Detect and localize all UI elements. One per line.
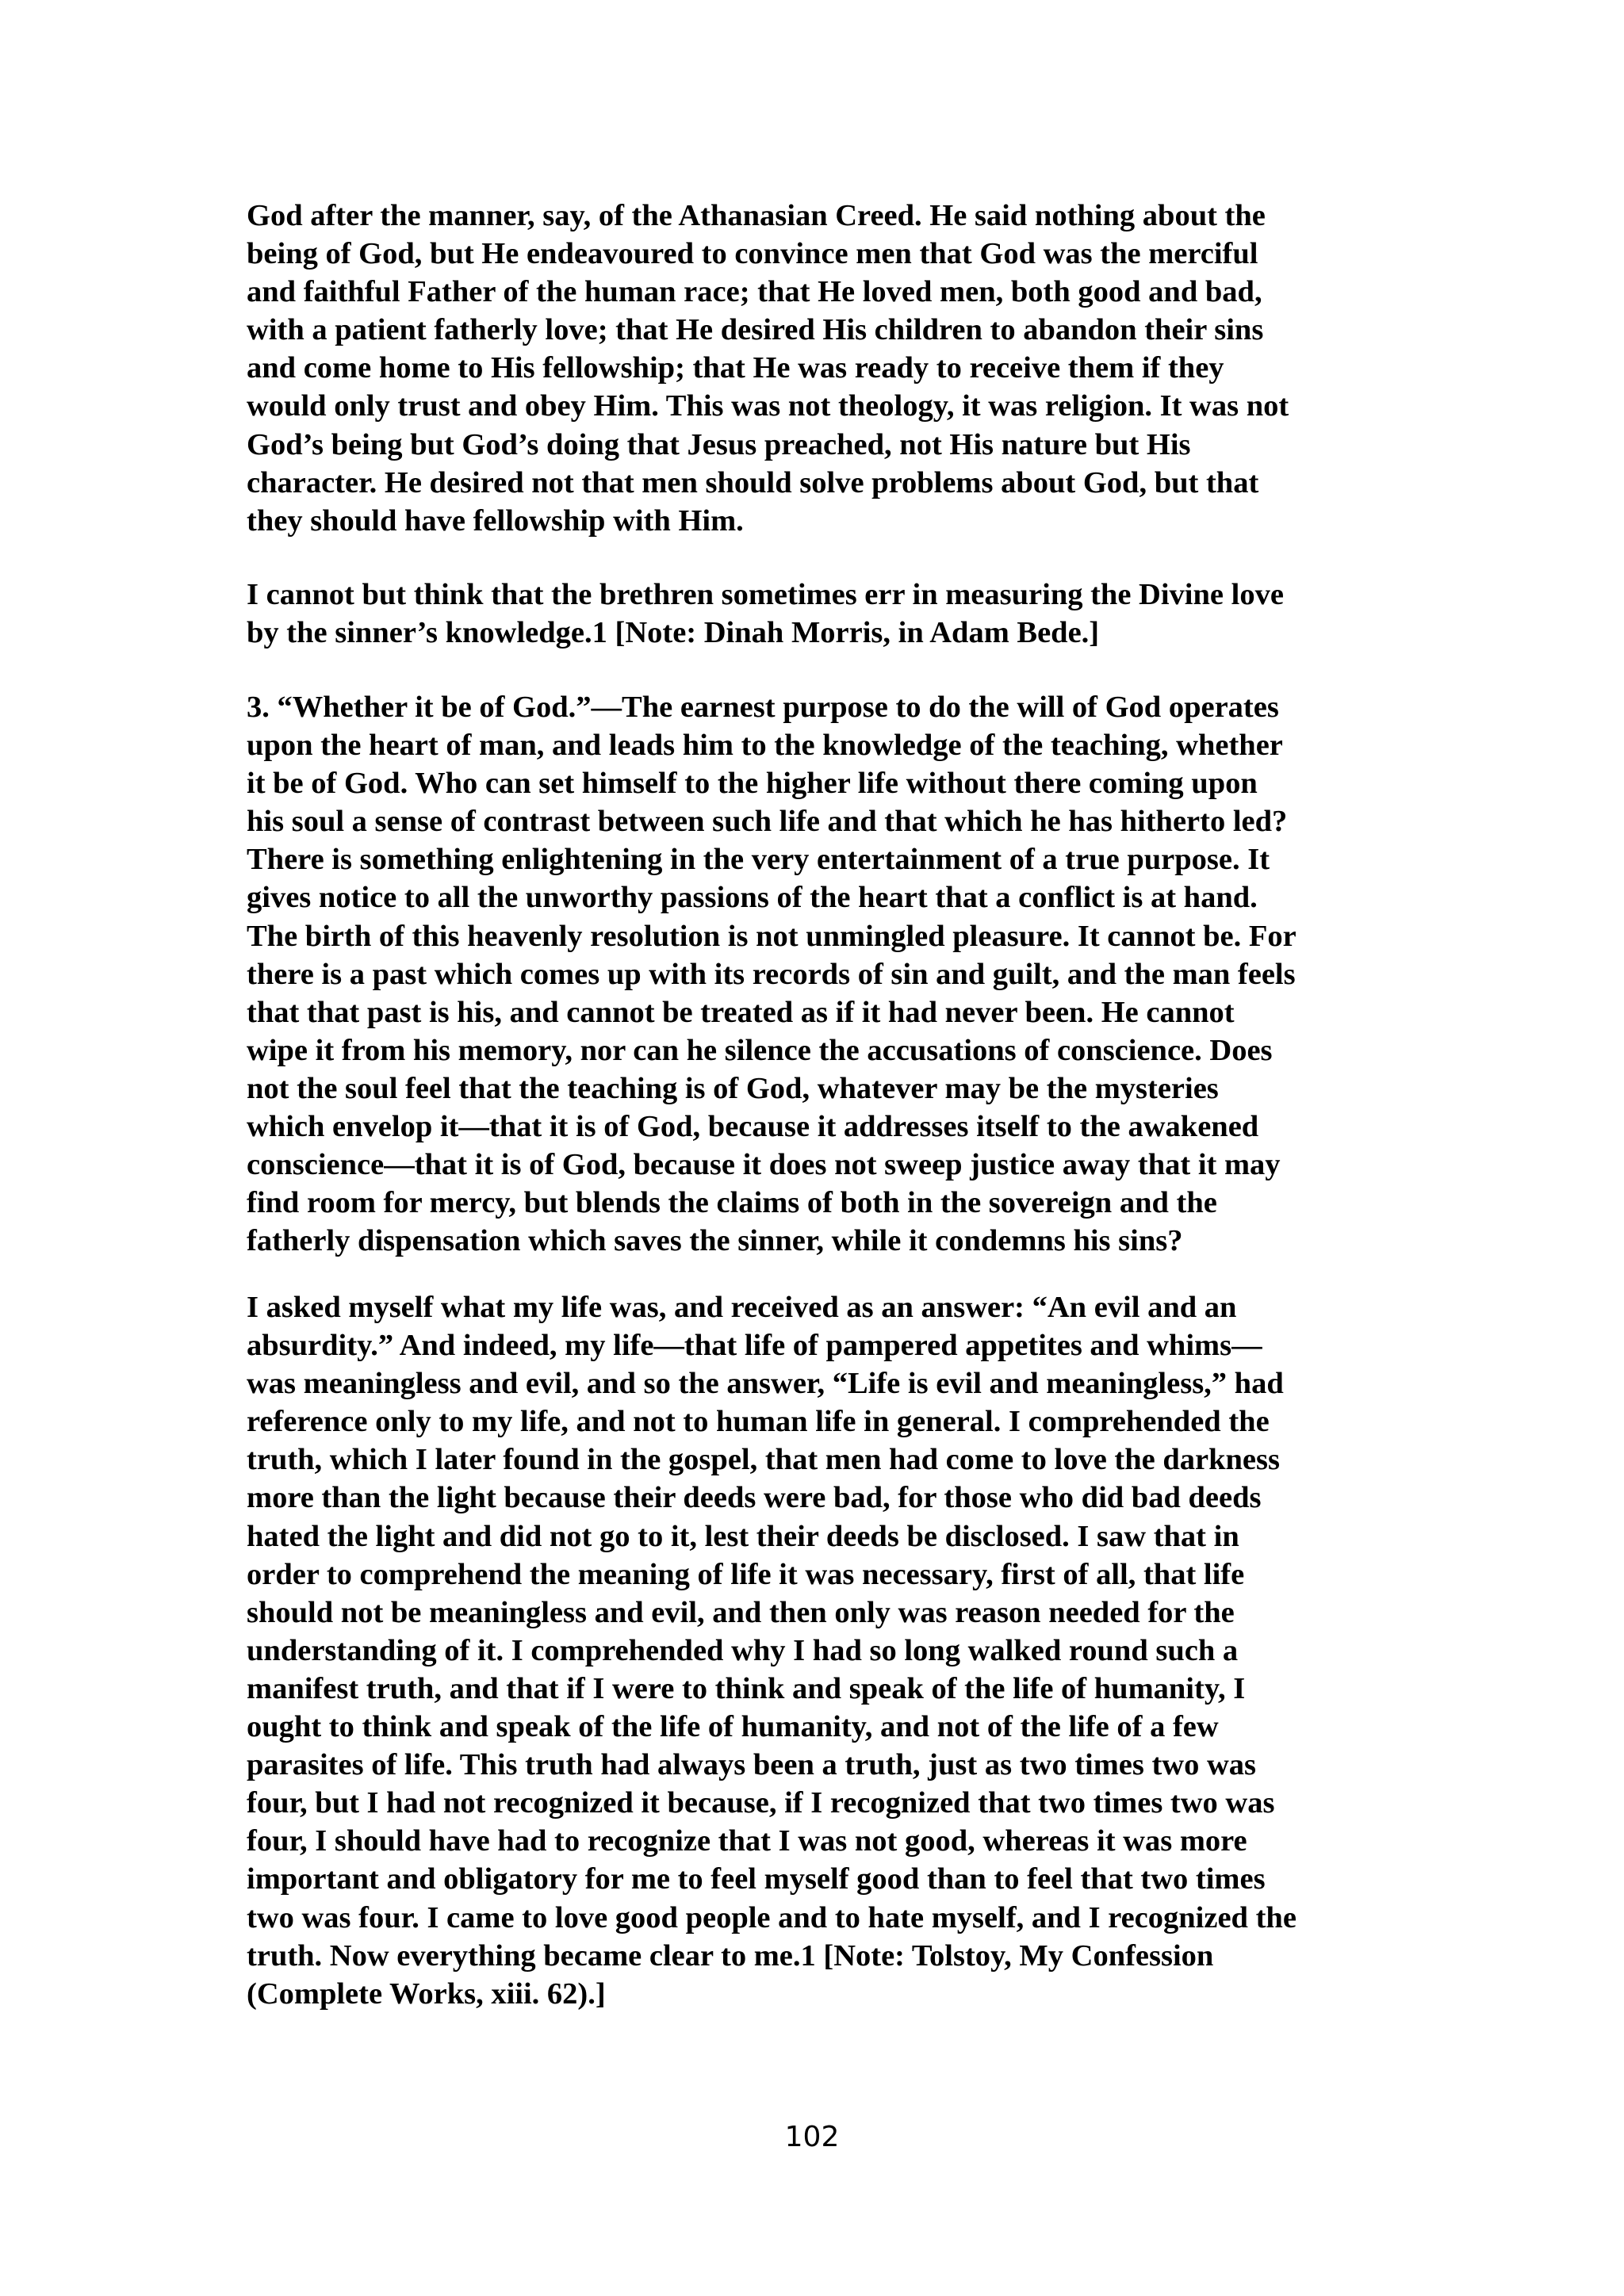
text-line: 3. “Whether it be of God.”—The earnest purpose to do the will of God operates bbox=[247, 691, 1279, 724]
text-line: not the soul feel that the teaching is of God, whatever may be the mysteries bbox=[247, 1071, 1219, 1105]
text-line: I cannot but think that the brethren sometimes err in measuring the Divine love bbox=[247, 578, 1284, 611]
text-line: hated the light and did not go to it, lest their deeds be disclosed. I saw that in bbox=[247, 1519, 1239, 1553]
text-line: by the sinner’s knowledge.1 [Note: Dinah Morris, in Adam Bede.] bbox=[247, 616, 1100, 650]
text-line: truth. Now everything became clear to me.1 [Note: Tolstoy, My Confession bbox=[247, 1938, 1214, 1973]
text-line: it be of God. Who can set himself to the higher life without there coming upon bbox=[247, 767, 1258, 801]
text-line: The birth of this heavenly resolution is not unmingled pleasure. It cannot be. For bbox=[247, 919, 1297, 953]
text-line: understanding of it. I comprehended why I had so long walked round such a bbox=[247, 1633, 1239, 1667]
paragraph-2 bbox=[247, 576, 1395, 652]
text-line: would only trust and obey Him. This was not theology, it was religion. It was not bbox=[247, 389, 1289, 423]
text-line: reference only to my life, and not to human life in general. I comprehended the bbox=[247, 1405, 1270, 1439]
text-line: should not be meaningless and evil, and then only was reason needed for the bbox=[247, 1595, 1235, 1629]
text-line: absurdity.” And indeed, my life—that life of pampered appetites and whims— bbox=[247, 1329, 1262, 1363]
text-line: they should have fellowship with Him. bbox=[247, 503, 744, 538]
text-line: character. He desired not that men should solve problems about God, but that bbox=[247, 465, 1259, 499]
text-line: order to comprehend the meaning of life it was necessary, first of all, that life bbox=[247, 1557, 1245, 1591]
text-line: truth, which I later found in the gospel, that men had come to love the darkness bbox=[247, 1443, 1280, 1477]
text-line: find room for mercy, but blends the claims of both in the sovereign and the bbox=[247, 1186, 1217, 1220]
text-line: important and obligatory for me to feel myself good than to feel that two times bbox=[247, 1862, 1266, 1896]
text-line: wipe it from his memory, nor can he silence the accusations of conscience. Does bbox=[247, 1033, 1273, 1067]
text-line: more than the light because their deeds were bad, for those who did bad deeds bbox=[247, 1481, 1262, 1515]
text-line: God’s being but God’s doing that Jesus preached, not His nature but His bbox=[247, 427, 1191, 461]
paragraph-4 bbox=[247, 1288, 1395, 2013]
text-line: There is something enlightening in the very entertainment of a true purpose. It bbox=[247, 843, 1270, 877]
text-line: manifest truth, and that if I were to think and speak of the life of humanity, I bbox=[247, 1671, 1246, 1705]
text-line: I asked myself what my life was, and received as an answer: “An evil and an bbox=[247, 1291, 1237, 1324]
text-line: four, but I had not recognized it because, if I recognized that two times two was bbox=[247, 1786, 1275, 1820]
text-line: and faithful Father of the human race; that He loved men, both good and bad, bbox=[247, 275, 1262, 309]
text-line: four, I should have had to recognize that I was not good, whereas it was more bbox=[247, 1824, 1247, 1858]
text-line: was meaningless and evil, and so the answer, “Life is evil and meaningless,” had bbox=[247, 1367, 1284, 1401]
text-line: that that past is his, and cannot be treated as if it had never been. He cannot bbox=[247, 995, 1235, 1029]
text-line: God after the manner, say, of the Athanasian Creed. He said nothing about the bbox=[247, 199, 1266, 232]
text-line: being of God, but He endeavoured to convince men that God was the merciful bbox=[247, 237, 1258, 271]
text-line: with a patient fatherly love; that He desired His children to abandon their sins bbox=[247, 313, 1264, 347]
text-line: (Complete Works, xiii. 62).] bbox=[247, 1976, 606, 2011]
paragraph-1 bbox=[247, 197, 1395, 540]
text-line: which envelop it—that it is of God, because it addresses itself to the awakened bbox=[247, 1110, 1259, 1144]
text-line: parasites of life. This truth had always been a truth, just as two times two was bbox=[247, 1748, 1257, 1782]
text-line: there is a past which comes up with its records of sin and guilt, and the man feels bbox=[247, 957, 1296, 991]
text-line: ought to think and speak of the life of humanity, and not of the life of a few bbox=[247, 1710, 1219, 1744]
text-line: conscience—that it is of God, because it does not sweep justice away that it may bbox=[247, 1148, 1281, 1182]
text-line: fatherly dispensation which saves the sinner, while it condemns his sins? bbox=[247, 1224, 1183, 1258]
page-number: 102 bbox=[784, 2121, 840, 2153]
text-line: two was four. I came to love good people and to hate myself, and I recognized the bbox=[247, 1900, 1297, 1934]
text-line: gives notice to all the unworthy passions of the heart that a conflict is at hand. bbox=[247, 881, 1258, 915]
text-line: upon the heart of man, and leads him to the knowledge of the teaching, whether bbox=[247, 729, 1283, 763]
text-line: and come home to His fellowship; that He was ready to receive them if they bbox=[247, 351, 1224, 385]
text-line: his soul a sense of contrast between such life and that which he has hitherto led? bbox=[247, 805, 1288, 839]
paragraph-3 bbox=[247, 688, 1395, 1260]
